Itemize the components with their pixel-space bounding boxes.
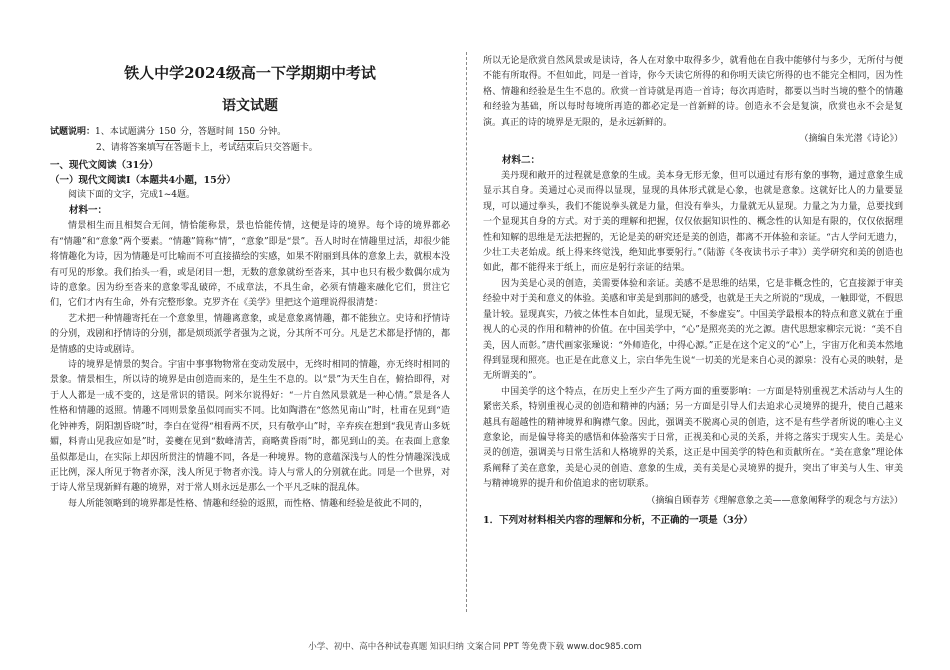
page-footer: 小学、初中、高中各种试卷真题 知识归纳 文案合同 PPT 等免费下载 www.doc985.com xyxy=(308,642,642,652)
material-1-source: （摘编自朱光潜《诗论》） xyxy=(799,134,903,145)
material-2-paragraph: 中国美学的这个特点，在历史上至少产生了两方面的重要影响：一方面是特别重视艺术活动与人生的紧密关系，特别重视心灵的创造和精神的内涵；另一方面是引导人们去追求心灵境界的提升，使自己越来越具有超越性的精神境界和胸襟气象。因此，强调美不脱离心灵的创造，这不是有些学者所说的唯心主义意象论，而是偏导将美的感悟和体验落实于日常，正视美和心灵的关系，并将之落实于现实人生。美是心灵的创造，强调美与日常生活和人格境界的关系，这正是中国美学的特色和贡献所在。“美在意象”理论体系阐释了美在意象，美是心灵的创造、意象的生成，美有美是心灵境界的提升，突出了审美与人生、审美与精神境界的提升和价值追求的密切联系。 xyxy=(483,386,903,490)
full-score-value: 150 xyxy=(155,125,180,141)
material-1-label: 材料一： xyxy=(69,205,108,217)
exam-title: 铁人中学2024级高一下学期期中考试 xyxy=(124,64,376,82)
exam-time-value: 150 xyxy=(234,125,259,141)
material-2-source: （摘编自顾春芳《理解意象之美——意象阐释学的观念与方法》） xyxy=(646,495,903,506)
reading-instruction: 阅读下面的文字，完成1~4题。 xyxy=(68,190,195,200)
material-1-paragraph: 诗的境界是情景的契合。宇宙中事事物物常在变动发展中，无终时相同的情趣，亦无终时相同的景象。情景相生，所以诗的境界是由创造而来的，是生生不息的。以“景”为天生自在，俯拾即得，对于人人都是一成不变的，这是常识的错误。阿米尔说得好：“一片自然风景就是一种心情。”景是各人性格和情趣的返照。情趣不同则景象虽似同而实不同。比如陶潜在“悠然见南山”时，杜甫在见到“造化钟神秀，阴阳割昏晓”时，李白在觉得“相看两不厌，只有敬亭山”时，辛弃疾在想到“我见青山多妩媚，料青山见我应如是”时，姜夔在见到“数峰清苦，商略黄昏雨”时，都见到山的美。在表面上意象虽似都是山，在实际上却因所贯注的情趣不同，各是一种境界。物的意蕴深浅与人的性分情趣深浅成正比例，深人所见于物者亦深，浅人所见于物者亦浅。诗人与常人的分别就在此。同是一个世界，对于诗人常呈现新鲜有趣的境界，对于常人则永远是那么一个平凡乏味的混乱体。 xyxy=(50,360,450,494)
material-1-paragraph: 情景相生而且相契合无间，情恰能称景，景也恰能传情，这便是诗的境界。每个诗的境界都必有“情趣”和“意象”两个要素。“情趣”简称“情”，“意象”即是“景”。吾人时时在情趣里过活，却很少能将情趣化为诗，因为情趣是可比喻而不可直接描绘的实感，如果不附丽到具体的意象上去，就根本没有可见的形象。我们抬头一看，或是闭目一想，无数的意象就纷至沓来，其中也只有极少数偶尔成为诗的意象。因为纷至沓来的意象零乱破碎，不成章法，不具生命，必须有情趣来融化它们，贯注它们，它们才内有生命，外有完整形象。克罗齐在《美学》里把这个道理说得很清楚： xyxy=(50,221,450,309)
question-1-stem: 1．下列对材料相关内容的理解和分析，不正确的一项是（3分） xyxy=(483,514,753,526)
material-2-label: 材料二： xyxy=(502,155,541,167)
material-2-paragraph: 因为美是心灵的创造，美需要体验和亲证。美感不是思维的结果，它是非概念性的，它直接源于审美经验中对于美和意义的体验。美感和审美是到那间的感受，也就是王夫之所说的“现成，一触即觉，不假思量计较。显现真实，乃彼之体性本自如此，显现无疑，不参虚妄”。中国美学最根本的特点和意义就在于重视人的心灵的作用和精神的价值。在中国美学中，“心”是照亮美的光之源。唐代思想家柳宗元说：“美不自美，因人而彰。”唐代画家张璪说：“外师造化，中得心源。”正是在这个定义的“心”上，宇宙万化和美本然地得到显现和照亮。也正是在此意义上，宗白华先生说“一切美的光是来自心灵的源泉：没有心灵的映射，是无所谓美的”。 xyxy=(483,278,903,382)
column-divider xyxy=(466,52,467,612)
right-column xyxy=(483,54,903,529)
instructions-line-1 xyxy=(50,125,450,141)
section-heading: 一、现代文阅读（31分） xyxy=(50,160,159,171)
material-1-paragraph: 每人所能领略到的境界都是性格、情趣和经验的返照，而性格、情趣和经验是彼此不同的， xyxy=(68,498,429,509)
instructions-text-b: 分，答题时间 xyxy=(179,127,234,137)
material-2-paragraph: 美丹现和敞开的过程就是意象的生成。美本身无形无象，但可以通过有形有象的事物，通过意象生成显示其自身。美通过心灵而得以显现，显现的具体形式就是心象，也就是意象。这就好比人的力量要显现，可以通过拳头，我们不能说拳头就是力量，但没有拳头，力量就无从显现。力量之为力量，总要找到一个显现其自身的方式。对于美的理解和把握，仅仅依据知识性的、概念性的认知是有限的，仅仅依据理性和知解的思维是无法把握的，无论是美的研究还是美的创造，都离不开体验和亲证。“古人学问无遗力，少壮工夫老始成。纸上得来终觉浅，绝知此事要躬行。”（陆游《冬夜读书示子聿》）美学研究和美的创造也如此，都不能得来于纸上，而应是躬行亲证的结果。 xyxy=(483,171,903,274)
material-1-continuation: 所以无论是欣赏自然风景或是读诗，各人在对象中取得多少，就看他在自我中能够付与多少，无所付与便不能有所取得。不但如此，同是一首诗，你今天读它所得的和你明天读它所得的也不能完全相同，因为性格、情趣和经验是生生不息的。欣赏一首诗就是再造一首诗；每次再造时，都要以当时当境的整个的情趣和经验为基础，所以每时每境所再造的都必定是一首新鲜的诗。创造永不会是复演，欣赏也永不会是复演。真正的诗的境界是无限的，是永远新鲜的。 xyxy=(483,56,903,128)
instructions-label: 试题说明： xyxy=(50,127,96,137)
material-1-paragraph: 艺术把一种情趣寄托在一个意象里，情趣离意象，或是意象离情趣，都不能独立。史诗和抒情诗的分别，戏剧和抒情诗的分别，都是烦琐派学者强为之说，分其所不可分。凡是艺术都是抒情的，都是情感的史诗或剧诗。 xyxy=(50,313,450,355)
part-heading: （一）现代文阅读Ⅰ（本题共4小题，15分） xyxy=(50,175,236,186)
instructions-text-c: 分钟。 xyxy=(259,127,287,137)
instructions-text-a: 1、本试题满分 xyxy=(95,127,155,137)
exam-subtitle: 语文试题 xyxy=(222,98,278,114)
instructions-line-2: 2、请将答案填写在答题卡上，考试结束后只交答题卡。 xyxy=(96,143,318,153)
left-column xyxy=(50,50,450,512)
